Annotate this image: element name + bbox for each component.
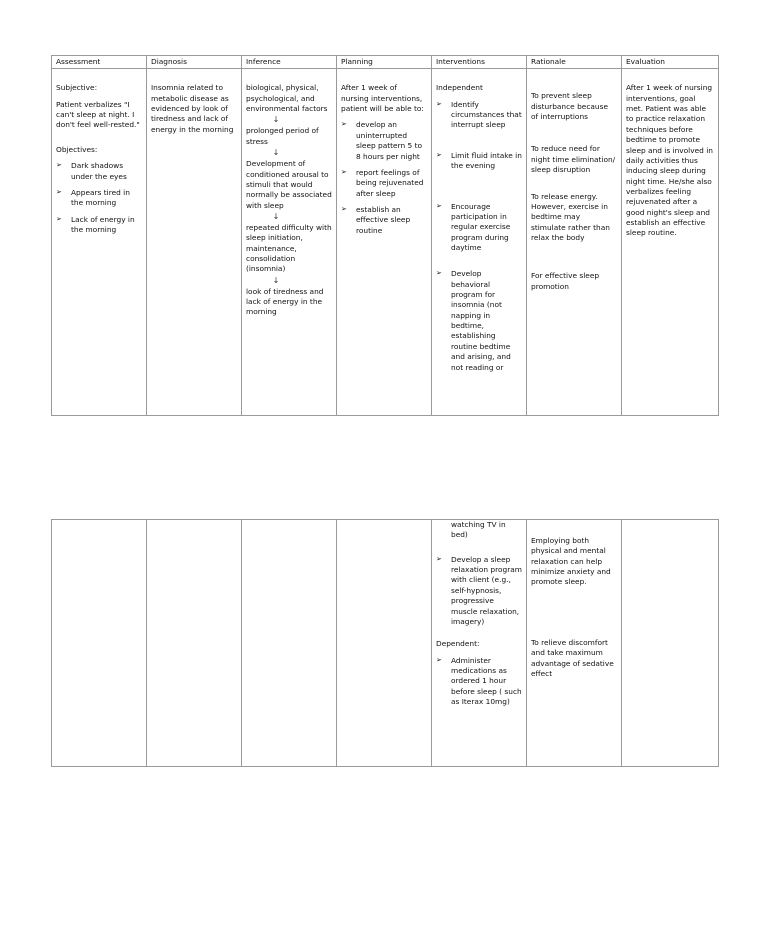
header-evaluation: Evaluation (622, 56, 719, 69)
objectives-label: Objectives: (56, 144, 98, 154)
list-item: ➢ Lack of energy in the morning (56, 214, 135, 234)
planning-cell (337, 520, 432, 767)
care-plan-table-page-2 (51, 519, 719, 767)
list-item: ➢ report feelings of being rejuvenated after sleep (341, 167, 424, 198)
assessment-cell (52, 69, 147, 416)
list-item: ➢ Develop a sleep relaxation program with client (e.g., self-hypnosis, progressive muscle relaxation, imagery) (436, 554, 522, 626)
evaluation-cell (622, 69, 719, 416)
diagnosis-text: Insomnia related to metabolic disease as evidenced by look of tiredness and lack of energy in the morning (151, 83, 234, 134)
interventions-cell (432, 69, 527, 416)
header-rationale: Rationale (527, 56, 622, 69)
header-diagnosis: Diagnosis (147, 56, 242, 69)
list-item: ➢ Appears tired in the morning (56, 187, 130, 208)
inference-step: Development of conditioned arousal to stimuli that would normally be associated with sleep (246, 159, 332, 210)
planning-cell (337, 69, 432, 416)
inference-cell (242, 520, 337, 767)
objectives-list (56, 161, 142, 235)
arrow-bullet-icon: ➢ (436, 269, 442, 278)
interventions-cell (432, 520, 527, 767)
arrow-bullet-icon: ➢ (56, 214, 62, 223)
rationale-text: To reduce need for night time elimination/ sleep disruption (531, 144, 616, 175)
independent-list (436, 100, 522, 373)
down-arrow-icon: ↓ (272, 115, 280, 125)
table-body-row (52, 69, 719, 416)
planning-goals (341, 120, 427, 236)
header-interventions: Interventions (432, 56, 527, 69)
inference-step: biological, physical, psychological, and environmental factors (246, 83, 328, 114)
list-item: ➢ develop an uninterrupted sleep pattern 5 to 8 hours per night (341, 120, 423, 161)
diagnosis-cell (147, 69, 242, 416)
arrow-bullet-icon: ➢ (56, 187, 62, 196)
rationale-text: Employing both physical and mental relaxation can help minimize anxiety and promote sleep. (531, 536, 611, 587)
arrow-bullet-icon: ➢ (341, 167, 347, 176)
rationale-text: To release energy. However, exercise in bedtime may stimulate rather than relax the body (531, 191, 610, 242)
dependent-label: Dependent: (436, 639, 480, 649)
arrow-bullet-icon: ➢ (56, 161, 62, 170)
arrow-bullet-icon: ➢ (436, 655, 442, 664)
list-item: ➢ Limit fluid intake in the evening (436, 150, 522, 171)
arrow-bullet-icon: ➢ (341, 120, 347, 129)
subjective-label: Subjective: (56, 83, 98, 93)
arrow-bullet-icon: ➢ (436, 554, 442, 563)
header-assessment: Assessment (52, 56, 147, 69)
rationale-text: To relieve discomfort and take maximum advantage of sedative effect (531, 637, 614, 678)
inference-step: prolonged period of stress (246, 126, 319, 146)
list-item: ➢ Dark shadows under the eyes (56, 161, 127, 181)
inference-step: repeated difficulty with sleep initiation, maintenance, consolidation (insomnia) (246, 222, 332, 274)
list-item: ➢ Administer medications as ordered 1 hour before sleep ( such as Iterax 10mg) (436, 655, 522, 707)
independent-label: Independent (436, 83, 483, 93)
inference-cell (242, 69, 337, 416)
list-item: ➢ Identify circumstances that interrupt sleep (436, 99, 522, 130)
arrow-bullet-icon: ➢ (341, 204, 347, 213)
planning-intro: After 1 week of nursing interventions, patient will be able to: (341, 83, 424, 114)
arrow-bullet-icon: ➢ (436, 99, 442, 108)
subjective-text: Patient verbalizes "I can't sleep at night. I don't feel well-rested." (56, 99, 140, 130)
header-planning: Planning (337, 56, 432, 69)
care-plan-table-page-1 (51, 55, 719, 416)
continued-text: watching TV in bed) (451, 520, 506, 540)
independent-list-continued (436, 555, 522, 628)
evaluation-text: After 1 week of nursing interventions, goal met. Patient was able to practice relaxation techniques before bedtime to promote sleep and is involved in daily activities thus inducing sleep during night time. He/she also verbalizes feeling rejuvenated after a good night's sleep and establish an effective sleep routine. (626, 83, 713, 238)
rationale-cell (527, 520, 622, 767)
evaluation-cell (622, 520, 719, 767)
arrow-bullet-icon: ➢ (436, 150, 442, 159)
arrow-bullet-icon: ➢ (436, 201, 442, 210)
rationale-text: For effective sleep promotion (531, 271, 600, 291)
header-inference: Inference (242, 56, 337, 69)
rationale-cell (527, 69, 622, 416)
inference-step: look of tiredness and lack of energy in the morning (246, 286, 324, 317)
down-arrow-icon: ↓ (272, 148, 280, 158)
list-item: ➢ Encourage participation in regular exercise program during daytime (436, 201, 511, 252)
rationale-text: To prevent sleep disturbance because of interruptions (531, 91, 608, 122)
assessment-cell (52, 520, 147, 767)
table-body-row (52, 520, 719, 767)
diagnosis-cell (147, 520, 242, 767)
list-item: ➢ establish an effective sleep routine (341, 204, 411, 235)
down-arrow-icon: ↓ (272, 275, 280, 285)
dependent-list (436, 656, 522, 708)
down-arrow-icon: ↓ (272, 211, 280, 221)
table-header-row (52, 56, 719, 69)
list-item: ➢ Develop behavioral program for insomnia (not napping in bedtime, establishing routine bedtime and arising, and not reading or (436, 269, 511, 372)
